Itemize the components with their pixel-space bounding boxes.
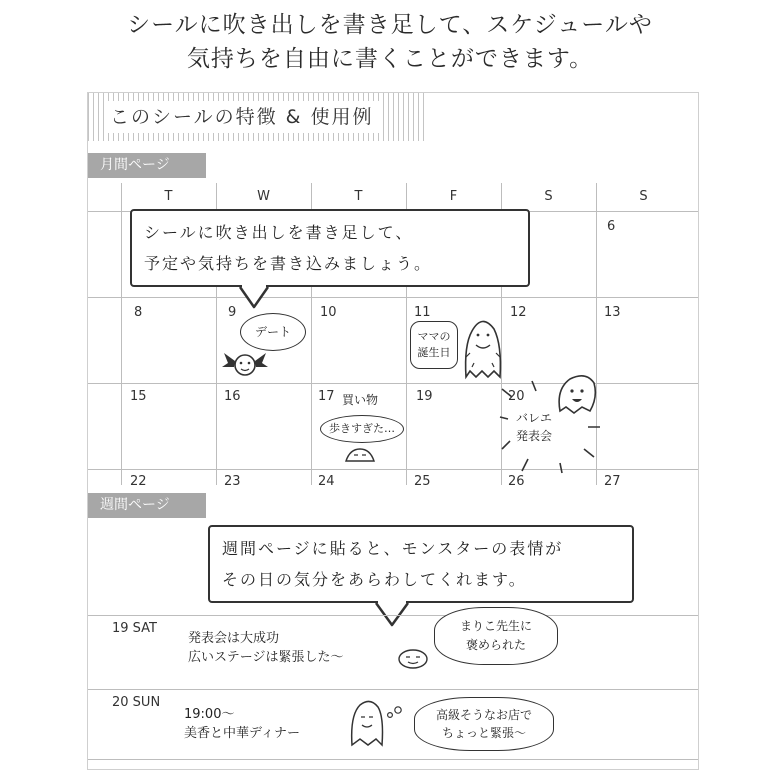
day-number: 6 (607, 219, 616, 234)
calendar-col-line (121, 183, 122, 485)
day-number: 25 (414, 474, 431, 489)
praised-speech-bubble (434, 607, 558, 665)
weekly-entry-line-1: 発表会は大成功 (188, 631, 280, 646)
feature-title-band (88, 93, 428, 141)
birthday-bubble-line-1: ママの (417, 330, 451, 343)
day-number: 12 (510, 305, 527, 320)
headline-line-1: シールに吹き出しを書き足して、スケジュールや (127, 12, 653, 38)
day-number: 26 (508, 474, 525, 489)
day-number: 15 (130, 389, 147, 404)
ballet-recital-note (516, 409, 552, 445)
weekly-entry-line-2: 美香と中華ディナー (184, 726, 300, 741)
weekly-callout-line-1: 週間ページに貼ると、モンスターの表情が (222, 539, 564, 558)
monthly-page-tag: 月間ページ (88, 153, 206, 178)
day-number: 19 (416, 389, 433, 404)
weekly-day-entry (188, 629, 343, 667)
weekly-callout-bubble (208, 525, 634, 603)
feature-title: このシールの特徴 & 使用例 (104, 101, 380, 133)
day-number: 9 (228, 305, 237, 320)
monthly-callout-bubble (130, 209, 530, 287)
day-number: 16 (224, 389, 241, 404)
restaurant-bubble-line-2: ちょっと緊張〜 (441, 726, 526, 740)
headline-line-2: 気持ちを自由に書くことができます。 (186, 46, 594, 72)
weekday-header: T (164, 189, 173, 204)
weekly-entry-line-1: 19:00〜 (184, 707, 235, 722)
calendar-row-line (88, 297, 699, 298)
weekday-header: W (257, 189, 270, 204)
weekday-header: F (449, 189, 458, 204)
hairy-monster-icon (458, 311, 506, 381)
weekly-page-tag: 週間ページ (88, 493, 206, 518)
date-speech-bubble: デート (240, 313, 306, 351)
headline (0, 8, 780, 76)
ghost-monster-icon (346, 695, 406, 749)
calendar-row-line (88, 469, 699, 470)
monthly-callout-line-1: シールに吹き出しを書き足して、 (144, 223, 414, 242)
bat-monster-icon (220, 343, 270, 383)
weekly-day-date: 19 SAT (112, 621, 157, 636)
day-number: 11 (414, 305, 431, 320)
ballet-note-line-2: 発表会 (516, 429, 553, 443)
weekly-entry-line-2: 広いステージは緊張した〜 (188, 650, 344, 665)
day-number: 17 (318, 389, 335, 404)
weekly-day-date: 20 SUN (112, 695, 161, 710)
day-number: 10 (320, 305, 337, 320)
weekday-header: T (354, 189, 363, 204)
calendar-row-line (88, 383, 699, 384)
weekday-header: S (544, 189, 553, 204)
day-number: 20 (508, 389, 525, 404)
day-number: 27 (604, 474, 621, 489)
weekday-header: S (639, 189, 648, 204)
day-number: 24 (318, 474, 335, 489)
day-number: 22 (130, 474, 147, 489)
day-number: 8 (134, 305, 143, 320)
praised-bubble-line-2: 褒められた (465, 638, 526, 652)
tired-monster-icon (342, 445, 378, 465)
week-row-line (88, 689, 699, 690)
day-number: 13 (604, 305, 621, 320)
birthday-speech-bubble (410, 321, 458, 369)
birthday-bubble-line-2: 誕生日 (417, 346, 451, 359)
monthly-callout-tail (238, 287, 272, 309)
fancy-restaurant-bubble (414, 697, 554, 751)
week-row-line (88, 615, 699, 616)
shopping-note: 買い物 (342, 393, 379, 407)
monthly-callout-line-2: 予定や気持ちを書き込みましょう。 (144, 254, 433, 273)
praised-bubble-line-1: まりこ先生に (459, 619, 532, 633)
example-panel (87, 92, 699, 770)
ballet-note-line-1: バレエ (516, 411, 553, 425)
walked-too-much-bubble: 歩きすぎた… (320, 415, 404, 443)
weekly-callout-line-2: その日の気分をあらわしてくれます。 (222, 570, 527, 589)
nervous-monster-icon (396, 647, 430, 671)
week-row-line (88, 759, 699, 760)
restaurant-bubble-line-1: 高級そうなお店で (435, 708, 532, 722)
day-number: 23 (224, 474, 241, 489)
weekly-day-entry (184, 705, 300, 743)
happy-monster-icon (554, 371, 598, 417)
